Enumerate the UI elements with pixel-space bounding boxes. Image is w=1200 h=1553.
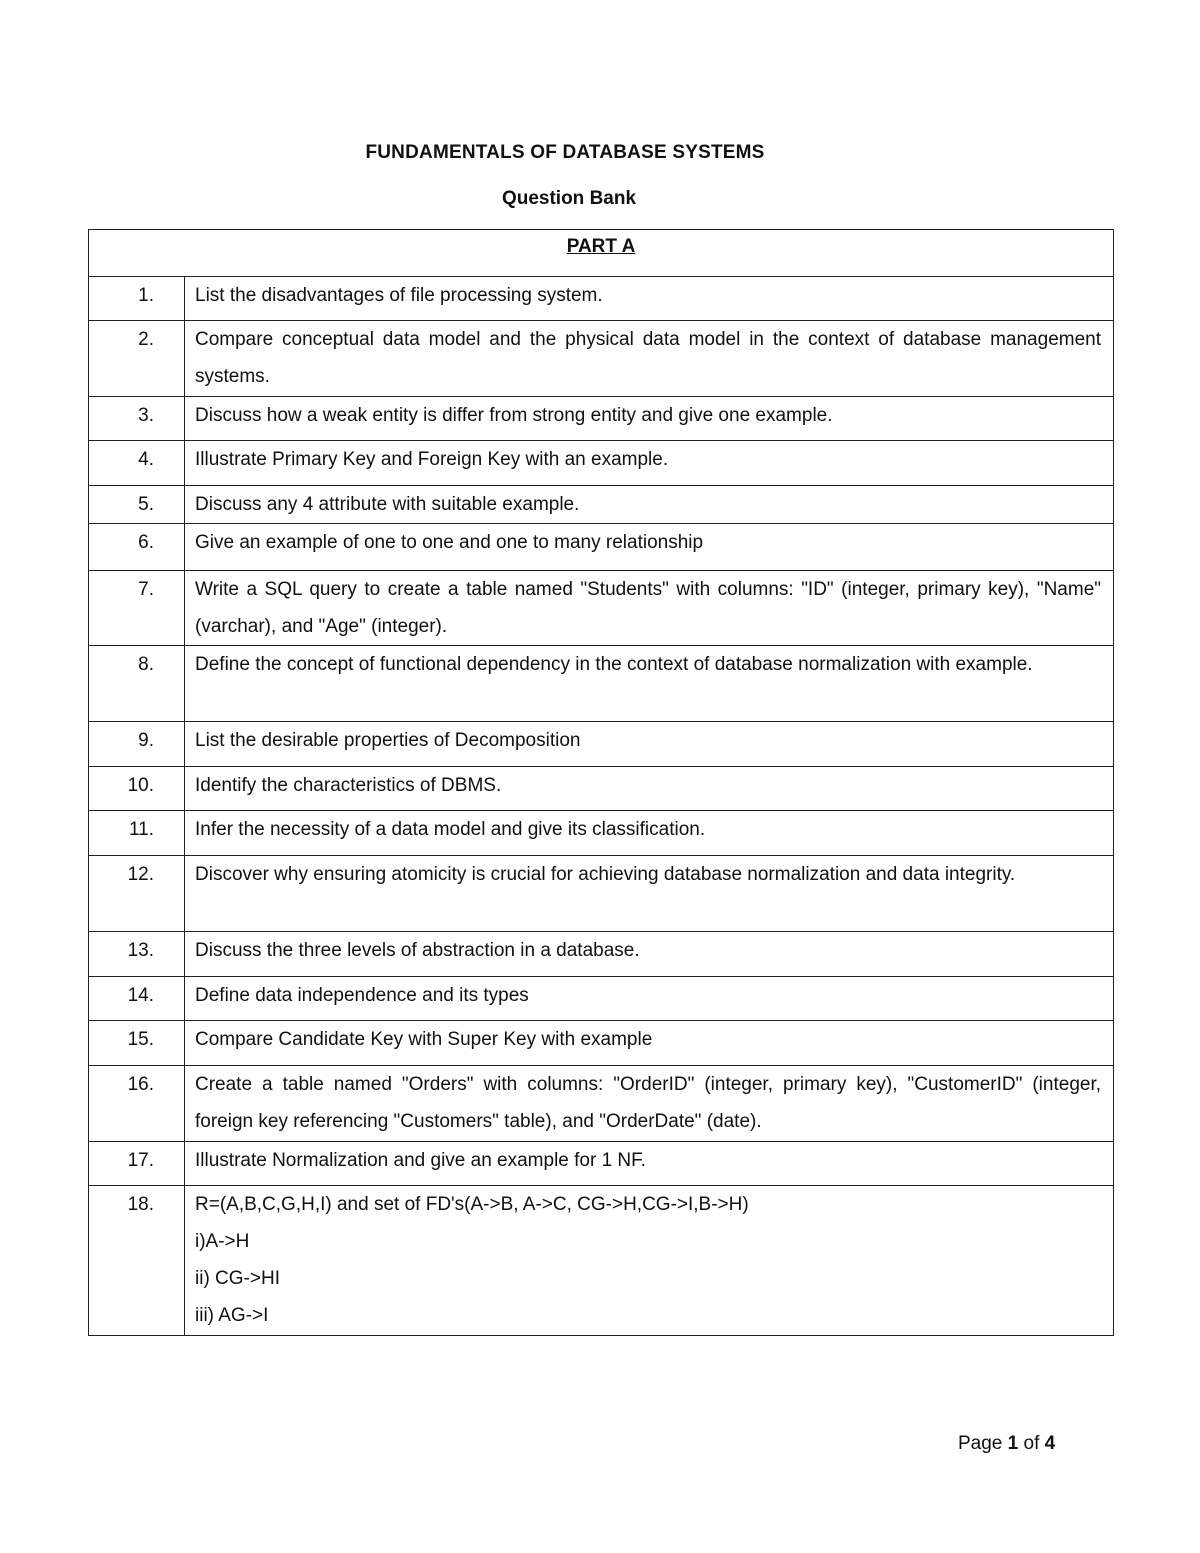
question-row — [89, 646, 1114, 722]
question-text — [185, 441, 1114, 486]
question-row — [89, 397, 1114, 441]
question-row — [89, 1186, 1114, 1336]
question-text — [185, 932, 1114, 977]
question-line: Create a table named "Orders" with columns: "OrderID" (integer, primary key), "CustomerID" (integer, foreign key referencing "Customers" table), and "OrderDate" (date). — [195, 1074, 1102, 1132]
question-number: 16. — [89, 1066, 185, 1142]
question-text — [185, 486, 1114, 524]
question-line: ii) CG->HI — [195, 1268, 280, 1289]
question-line: Infer the necessity of a data model and give its classification. — [195, 819, 706, 840]
question-row — [89, 524, 1114, 571]
question-number: 3. — [89, 397, 185, 441]
question-text — [185, 571, 1114, 646]
question-row — [89, 722, 1114, 767]
question-line: Discuss how a weak entity is differ from strong entity and give one example. — [195, 405, 833, 426]
question-number: 6. — [89, 524, 185, 571]
question-number: 13. — [89, 932, 185, 977]
page-footer — [958, 1433, 1055, 1455]
question-number: 15. — [89, 1021, 185, 1066]
question-row — [89, 277, 1114, 321]
question-text — [185, 646, 1114, 722]
question-text — [185, 1021, 1114, 1066]
part-heading: PART A — [89, 230, 1114, 277]
question-line: iii) AG->I — [195, 1305, 269, 1326]
question-row — [89, 1021, 1114, 1066]
question-number: 11. — [89, 811, 185, 856]
question-text — [185, 811, 1114, 856]
of-word: of — [1023, 1433, 1040, 1454]
question-line: Define data independence and its types — [195, 985, 529, 1006]
question-number: 4. — [89, 441, 185, 486]
question-row — [89, 1066, 1114, 1142]
question-text — [185, 1066, 1114, 1142]
question-text — [185, 767, 1114, 811]
question-line: Define the concept of functional dependency in the context of database normalization with example. — [195, 654, 1033, 675]
question-row — [89, 321, 1114, 397]
question-table — [88, 229, 1114, 1336]
page-word: Page — [958, 1433, 1003, 1454]
question-number: 12. — [89, 856, 185, 932]
question-text — [185, 524, 1114, 571]
question-row — [89, 441, 1114, 486]
question-number: 14. — [89, 977, 185, 1021]
question-text — [185, 1186, 1114, 1336]
question-text — [185, 1142, 1114, 1186]
part-header-row — [89, 230, 1114, 277]
question-line: Illustrate Primary Key and Foreign Key with an example. — [195, 449, 669, 470]
question-text — [185, 277, 1114, 321]
question-line: Discuss the three levels of abstraction in a database. — [195, 940, 640, 961]
question-line: Illustrate Normalization and give an example for 1 NF. — [195, 1150, 646, 1171]
document-title: FUNDAMENTALS OF DATABASE SYSTEMS — [365, 142, 765, 163]
question-line: List the disadvantages of file processing system. — [195, 285, 603, 306]
question-row — [89, 486, 1114, 524]
question-row — [89, 977, 1114, 1021]
question-table-body — [89, 230, 1114, 1336]
question-line: Identify the characteristics of DBMS. — [195, 775, 502, 796]
question-number: 7. — [89, 571, 185, 646]
question-number: 9. — [89, 722, 185, 767]
question-text — [185, 397, 1114, 441]
question-text — [185, 321, 1114, 397]
question-line: Compare Candidate Key with Super Key with example — [195, 1029, 653, 1050]
question-text — [185, 856, 1114, 932]
question-text — [185, 977, 1114, 1021]
question-row — [89, 571, 1114, 646]
question-line: Compare conceptual data model and the physical data model in the context of database management systems. — [195, 329, 1102, 387]
question-line: i)A->H — [195, 1231, 250, 1252]
question-line: R=(A,B,C,G,H,I) and set of FD's(A->B, A->C, CG->H,CG->I,B->H) — [195, 1194, 749, 1215]
question-number: 8. — [89, 646, 185, 722]
question-row — [89, 811, 1114, 856]
question-number: 2. — [89, 321, 185, 397]
question-text — [185, 722, 1114, 767]
question-row — [89, 932, 1114, 977]
page-total: 4 — [1044, 1433, 1056, 1454]
question-number: 17. — [89, 1142, 185, 1186]
document-subtitle: Question Bank — [501, 188, 637, 209]
question-number: 10. — [89, 767, 185, 811]
question-row — [89, 856, 1114, 932]
question-row — [89, 767, 1114, 811]
question-number: 18. — [89, 1186, 185, 1336]
question-line: Discuss any 4 attribute with suitable example. — [195, 494, 580, 515]
question-line: Give an example of one to one and one to many relationship — [195, 532, 704, 553]
question-row — [89, 1142, 1114, 1186]
page-current: 1 — [1007, 1433, 1019, 1454]
question-line: List the desirable properties of Decomposition — [195, 730, 581, 751]
question-number: 1. — [89, 277, 185, 321]
question-line: Write a SQL query to create a table named "Students" with columns: "ID" (integer, primary key), "Name" (varchar), and "Age" (integer). — [195, 579, 1102, 637]
question-number: 5. — [89, 486, 185, 524]
question-line: Discover why ensuring atomicity is crucial for achieving database normalization and data integrity. — [195, 864, 1016, 885]
